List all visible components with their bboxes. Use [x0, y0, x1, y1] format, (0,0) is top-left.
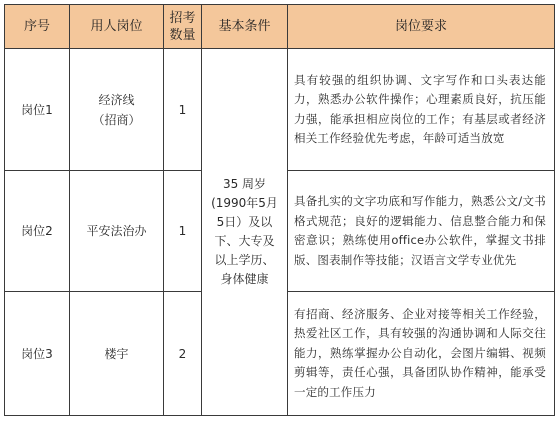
basic-line5: 以上学历、: [214, 253, 275, 267]
row-position: [70, 171, 164, 292]
row-requirements: 具有较强的组织协调、文字写作和口头表达能力，熟悉办公软件操作；心理素质良好，抗压能力强，能承担相应岗位的工作；有基层或者经济相关工作经验优先考虑，年龄可适当放宽: [288, 49, 555, 171]
recruitment-table: [4, 4, 555, 416]
header-position: 用人岗位: [70, 5, 164, 49]
basic-line4: 下、大专及: [214, 234, 275, 248]
basic-condition-cell: [202, 49, 288, 416]
row-position-line1: 楼宇: [104, 346, 129, 361]
header-requirements: 岗位要求: [288, 5, 555, 49]
basic-line3: 5日）及以: [216, 215, 273, 229]
row-requirements: 具备扎实的文字功底和写作能力，熟悉公文/文书格式规范；良好的逻辑能力、信息整合能力和保密意识；熟练使用office办公软件，掌握文书排版、图表制作等技能；汉语言文学专业优先: [288, 171, 555, 292]
header-count-line1: 招考: [169, 10, 196, 26]
row-index: 岗位2: [5, 171, 70, 292]
row-position-line1: 平安法治办: [86, 224, 147, 238]
row-position: [70, 49, 164, 171]
header-index: 序号: [5, 5, 70, 49]
basic-line2: (1990年5月: [211, 196, 278, 210]
basic-line6: 身体健康: [220, 272, 269, 286]
basic-line1: 35 周岁: [222, 177, 267, 191]
row-position-line1: 经济线: [98, 92, 135, 107]
row-position: [70, 292, 164, 416]
row-count: 1: [164, 49, 202, 171]
row-requirements: 有招商、经济服务、企业对接等相关工作经验，热爱社区工作，具有较强的沟通协调和人际交往能力，熟练掌握办公自动化，会图片编辑、视频剪辑等，责任心强，具备团队协作精神，能承受一定的工作压力: [288, 292, 555, 416]
table-header-row: [5, 5, 555, 49]
header-basic: 基本条件: [202, 5, 288, 49]
header-count-line2: 数量: [169, 27, 196, 43]
row-index: 岗位3: [5, 292, 70, 416]
row-index: 岗位1: [5, 49, 70, 171]
table-row: [5, 49, 555, 171]
row-count: 1: [164, 171, 202, 292]
header-count: [164, 5, 202, 49]
row-position-line2: （招商）: [92, 112, 141, 127]
recruitment-table-container: [4, 4, 554, 415]
row-count: 2: [164, 292, 202, 416]
